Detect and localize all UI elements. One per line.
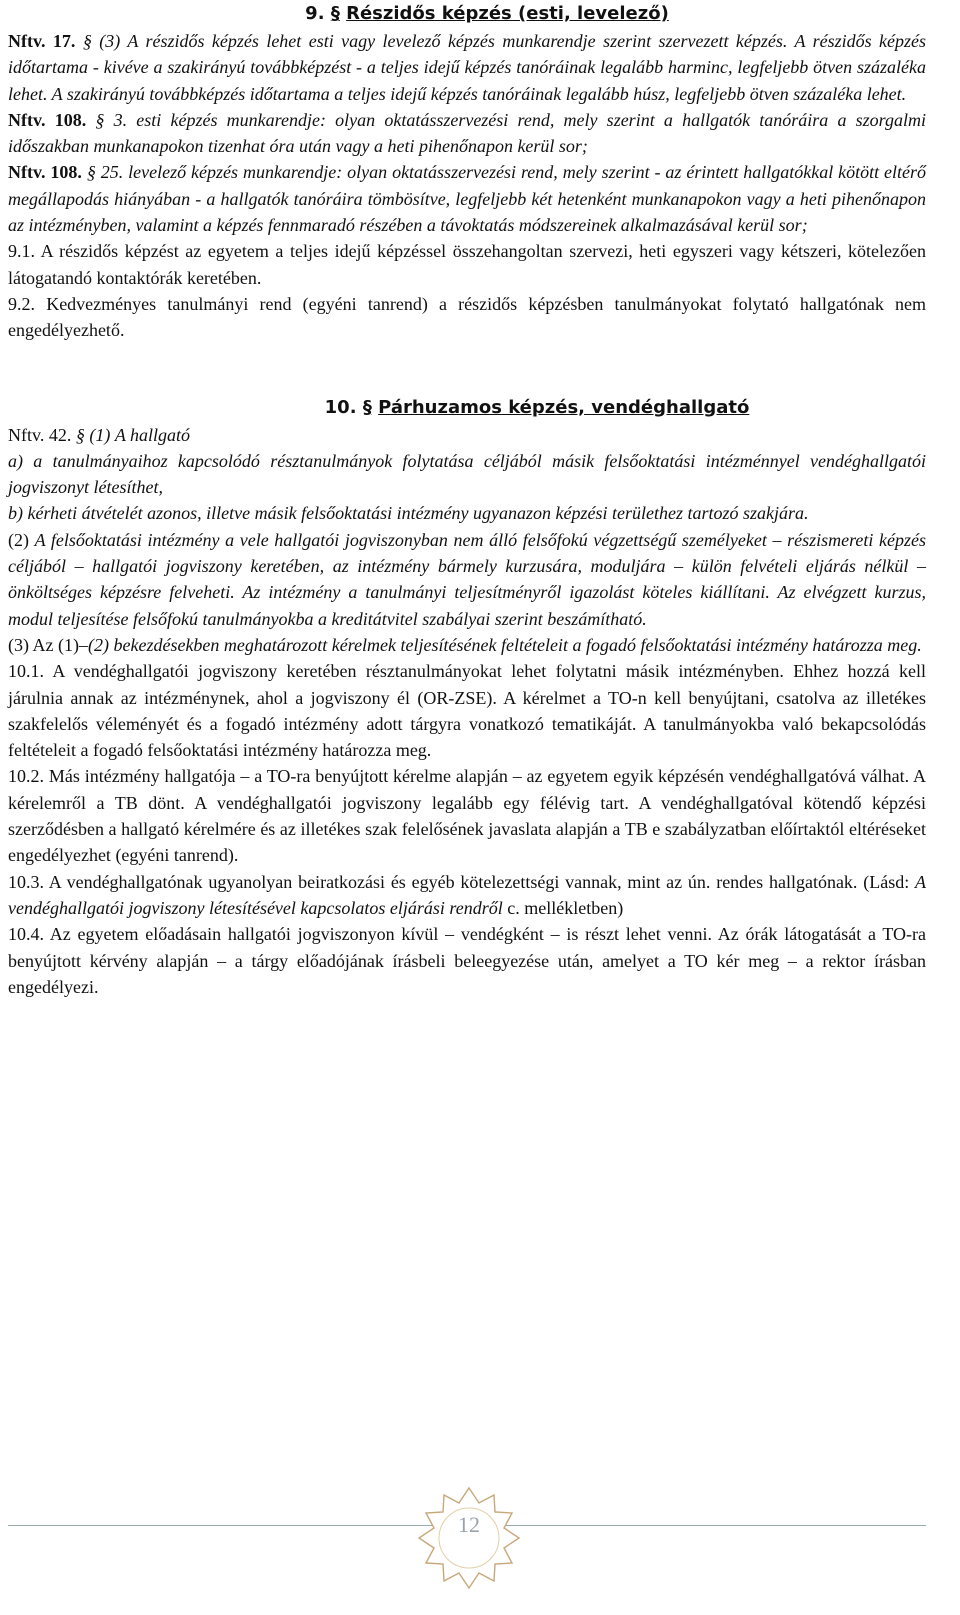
- section-sign: §: [86, 162, 96, 183]
- page-number: 12: [458, 1512, 480, 1537]
- section-number: 9.: [305, 3, 325, 24]
- quoted-law-text: 3. esti képzés munkarendje: olyan oktatásszervezési rend, mely szerint a hallgatók tanóráira a szorgalmi időszakban munkanapokon tizenhat óra után vagy a heti pihenőnapon kerül sor;: [8, 109, 927, 157]
- paragraph-10-1: 10.1. A vendéghallgatói jogviszony keretében résztanulmányokat lehet folytatni másik intézményben. Ehhez hozzá kell járulnia annak az intézménynek, ahol a jogviszony él (OR-ZSE). A kérelmet a TO-n kell benyújtani, csatolva az illetékes szakfelelős véleményét és a fogadó intézmény adott tárgyra vonatkozó tematikáját. A tanulmányokba való bekapcsolódás feltételeit a fogadó felsőoktatási intézmény határozza meg.: [8, 661, 926, 761]
- paragraph-nftv-42-3: [8, 632, 926, 658]
- law-reference: Nftv. 42.: [8, 424, 72, 445]
- paragraph-nftv-108-25: [8, 159, 926, 238]
- section-sign: §: [362, 396, 372, 418]
- section-sign: §: [82, 31, 92, 51]
- paragraph-10-4: 10.4. Az egyetem előadásain hallgatói jogviszonyon kívül – vendégként – is részt lehet venni. Az órák látogatását a TO-ra benyújtott kérvény alapján – a tárgy előadójának írásbeli beleegyezése után, amelyet a TO kér meg – a rektor írásban engedélyezi.: [8, 924, 926, 997]
- section-sign: §: [95, 109, 105, 130]
- plain-text: c. mellékletben): [507, 897, 624, 918]
- quoted-law-text: (3) A részidős képzés lehet esti vagy levelező képzés munkarendje szerint szervezett képzés. A részidős képzés időtartama - kivéve a szakirányú továbbképzést - a teljes idejű képzés tanóráinak legalább harminc, legfeljebb ötven százaléka lehet. A szakirányú továbbképzés időtartama a teljes idejű képzés tanóráinak legalább húsz, legfeljebb ötven százaléka lehet.: [8, 31, 927, 104]
- document-page: [8, 0, 926, 1000]
- subsection-number: (2): [8, 529, 29, 550]
- paragraph-nftv-17: [8, 28, 926, 107]
- section-sign: §: [330, 3, 340, 24]
- section-10-heading: [8, 394, 926, 422]
- paragraph-10-3: [8, 869, 926, 922]
- paragraph-point-a: a) a tanulmányaihoz kapcsolódó résztanulmányok folytatása céljából másik felsőoktatási intézménnyel vendéghallgatói jogviszonyt létesíthet,: [8, 450, 926, 498]
- quoted-law-text: 25. levelező képzés munkarendje: olyan oktatásszervezési rend, mely szerint - az érintett hallgatókkal kötött eltérő megállapodás hiányában - a hallgatók tanóráira tömbösítve, legfeljebb két hetenként munkanapokon vagy a heti pihenőnapon az intézményben, valamint a képzés fennmaradó részében a távoktatás módszereinek alkalmazásával kerül sor;: [8, 162, 927, 236]
- quoted-law-text: A felsőoktatási intézmény a vele hallgatói jogviszonyban nem álló felsőfokú végzettségű személyeket – részismereti képzés céljából – hallgatói jogviszony keretében, az intézmény bármely kurzusára, moduljára – külön felvételi eljárás nélkül – önköltséges képzésre felveheti. Az intézmény a tanulmányi teljesítményről igazolást köteles kiállítani. Az elvégzett kurzus, modul teljesítése felsőfokú tanulmányokba a kreditátvitel szabályai szerint beszámítható.: [8, 529, 927, 629]
- paragraph-10-2: 10.2. Más intézmény hallgatója – a TO-ra benyújtott kérelme alapján – az egyetem egyik képzésén vendéghallgatóvá válhat. A kérelemről a TB dönt. A vendéghallgatói jogviszony legalább egy félévig tart. A vendéghallgatóval kötendő képzési szerződésben a hallgató kérelmére és az illetékes szak felelősének javaslata alapján a TB e szabályzatban előírtaktól eltéréseket engedélyezhet (egyéni tanrend).: [8, 766, 926, 866]
- subsection-number: (3): [8, 634, 29, 655]
- quoted-law-text: A hallgató: [114, 424, 191, 445]
- plain-text: Az (1)–: [32, 634, 88, 655]
- quoted-law-text: (2) bekezdésekben meghatározott kérelmek teljesítésének feltételeit a fogadó felsőoktatási intézmény határozza meg.: [88, 634, 922, 655]
- section-title: Részidős képzés (esti, levelező): [346, 3, 669, 24]
- paragraph-nftv-108-3: [8, 107, 926, 160]
- section-title: Párhuzamos képzés, vendéghallgató: [378, 396, 750, 418]
- law-reference: Nftv. 108.: [8, 109, 87, 130]
- subsection-number: (1): [89, 424, 111, 445]
- paragraph-point-b: b) kérheti átvételét azonos, illetve másik felsőoktatási intézmény ugyanazon képzési területhez tartozó szakjára.: [8, 503, 809, 524]
- paragraph-9-2: 9.2. Kedvezményes tanulmányi rend (egyéni tanrend) a részidős képzésben tanulmányokat folytató hallgatónak nem engedélyezhető.: [8, 293, 926, 341]
- paragraph-nftv-42-2: [8, 527, 926, 632]
- paragraph-nftv-42-1: [8, 422, 926, 448]
- paragraph-9-1: 9.1. A részidős képzést az egyetem a teljes idejű képzéssel összehangoltan szervezi, heti egyszeri vagy kétszeri, kötelezően látogatandó kontaktórák keretében.: [8, 241, 926, 288]
- section-number: 10.: [324, 396, 357, 418]
- section-sign: §: [75, 424, 85, 445]
- law-reference: Nftv. 108.: [8, 162, 82, 183]
- plain-text: 10.3. A vendéghallgatónak ugyanolyan beiratkozási és egyéb kötelezettségi vannak, mint az ún. rendes hallgatónak. (Lásd:: [8, 871, 910, 892]
- law-reference: Nftv. 17.: [8, 31, 76, 51]
- document-title: A vendéghallgatói jogviszony létesítésével kapcsolatos eljárási rendről: [8, 871, 926, 918]
- section-9-heading: [8, 0, 926, 28]
- page-footer: [0, 1480, 960, 1590]
